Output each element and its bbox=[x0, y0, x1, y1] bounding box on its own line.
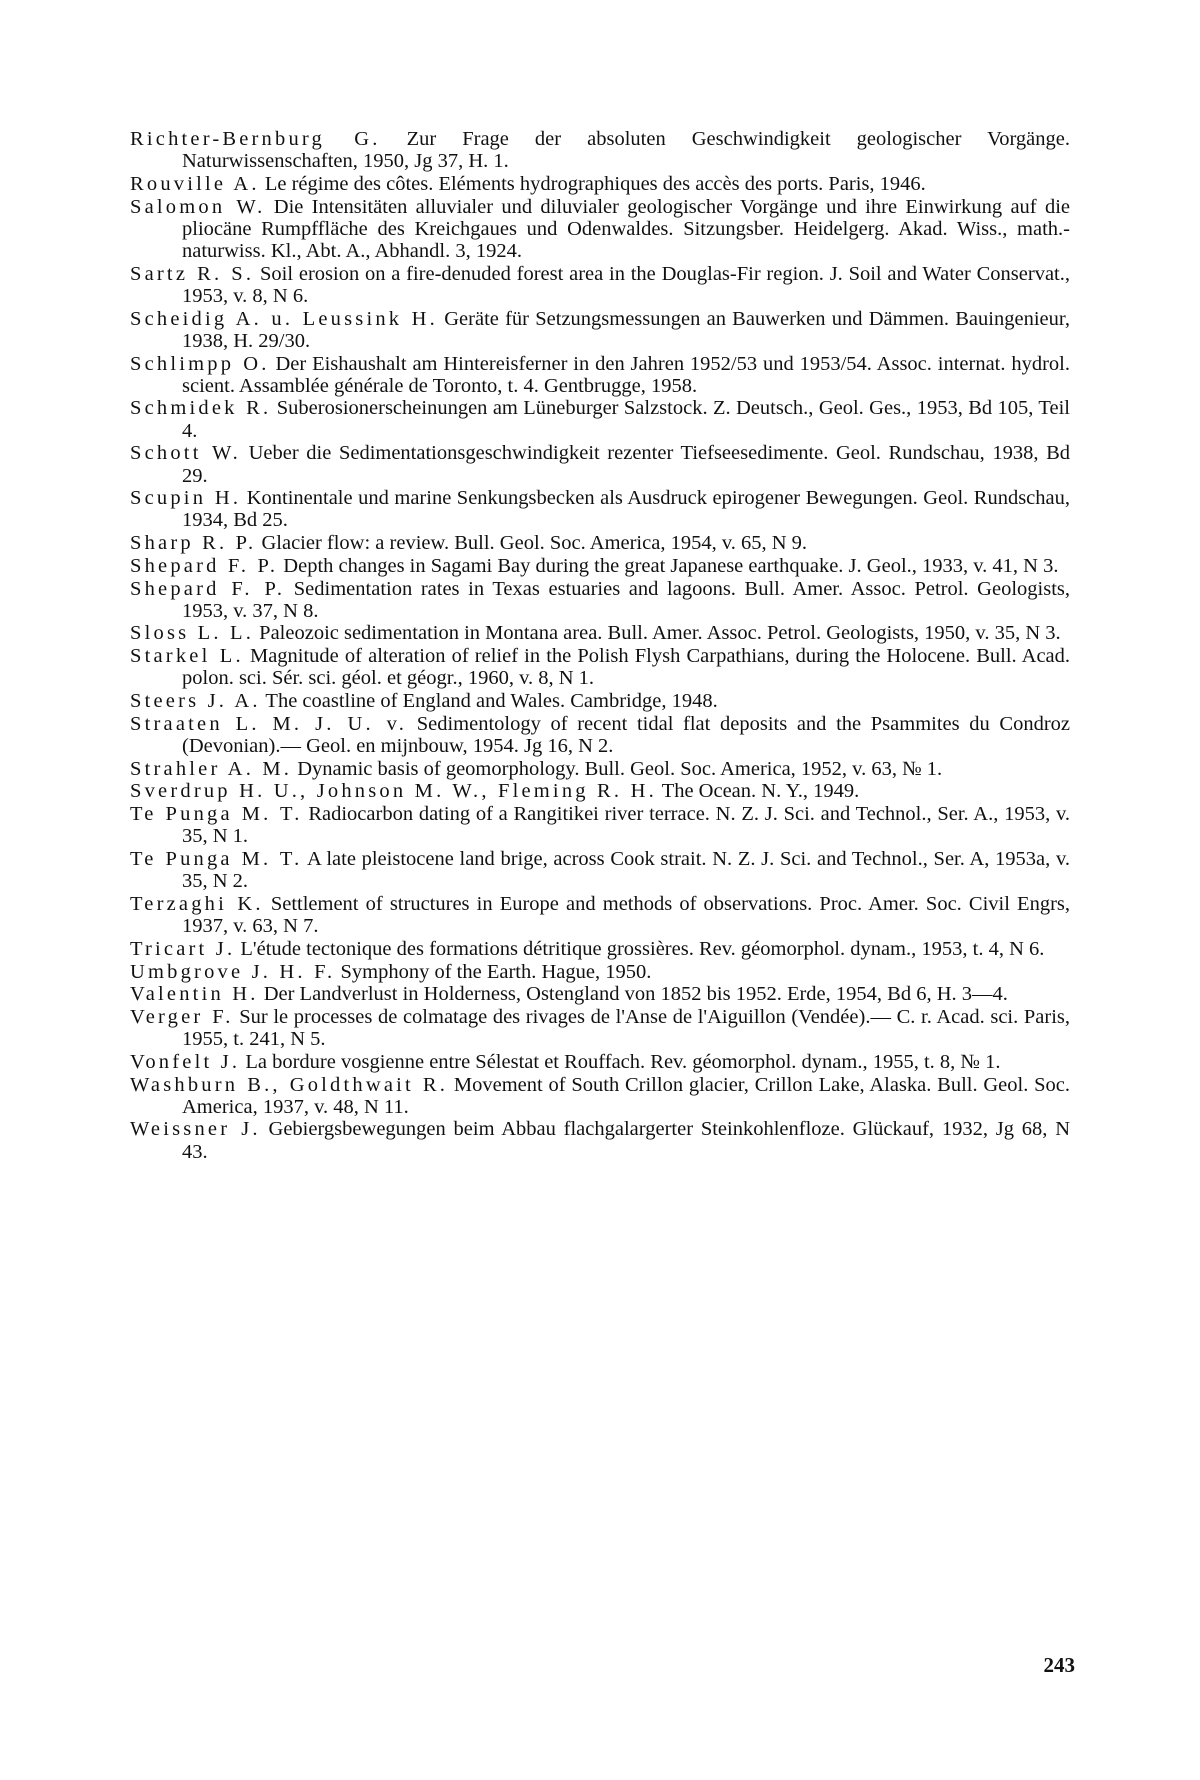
reference-text: Kontinentale und marine Senkungsbecken als Ausdruck epirogener Bewegungen. Geol. Rundschau, 1934, Bd 25. bbox=[182, 487, 1070, 532]
reference-text: Symphony of the Earth. Hague, 1950. bbox=[340, 960, 652, 983]
reference-author: Shepard F. P. bbox=[130, 577, 286, 600]
reference-text: Die Intensitäten alluvialer und diluvialer geologischer Vorgänge und ihre Einwirkung auf die pliocäne Rumpffläche des Kreichgaues und Odenwaldes. Sitzungsber. Heidelgerg. Akad. Wiss., math.-naturwiss. Kl., Abt. A., Abhandl. 3, 1924. bbox=[182, 195, 1070, 263]
reference-author: Washburn B., Goldthwait R. bbox=[130, 1073, 449, 1096]
reference-author: Valentin H. bbox=[130, 983, 259, 1006]
reference-entry bbox=[130, 353, 1070, 397]
reference-text: Suberosionerscheinungen am Lüneburger Salzstock. Z. Deutsch., Geol. Ges., 1953, Bd 105, Teil 4. bbox=[182, 397, 1070, 442]
reference-entry bbox=[130, 173, 1070, 195]
reference-author: Sverdrup H. U., Johnson M. W., Fleming R. H. bbox=[130, 780, 657, 803]
reference-entry bbox=[130, 263, 1070, 307]
reference-text: Ueber die Sedimentationsgeschwindigkeit rezenter Tiefseesedimente. Geol. Rundschau, 1938, Bd 29. bbox=[182, 442, 1071, 487]
reference-entry bbox=[130, 938, 1070, 960]
reference-entry bbox=[130, 128, 1070, 172]
reference-author: Scupin H. bbox=[130, 487, 242, 510]
reference-entry bbox=[130, 1006, 1070, 1050]
reference-author: Salomon W. bbox=[130, 195, 266, 218]
reference-author: Schmidek R. bbox=[130, 397, 272, 420]
reference-entry bbox=[130, 1051, 1070, 1073]
reference-author: Shepard F. P. bbox=[130, 554, 279, 577]
reference-author: Schott W. bbox=[130, 442, 242, 465]
reference-author: Sartz R. S. bbox=[130, 262, 255, 285]
reference-text: Zur Frage der absoluten Geschwindigkeit geologischer Vorgänge. Naturwissenschaften, 1950, Jg 37, H. 1. bbox=[182, 128, 1071, 173]
reference-author: Tricart J. bbox=[130, 937, 236, 960]
reference-author: Umbgrove J. H. F. bbox=[130, 960, 336, 983]
reference-text: Der Eishaushalt am Hintereisferner in den Jahren 1952/53 und 1953/54. Assoc. internat. hydrol. scient. Assamblée générale de Toronto, t. 4. Gentbrugge, 1958. bbox=[182, 352, 1071, 397]
reference-entry bbox=[130, 555, 1070, 577]
reference-entry bbox=[130, 442, 1070, 486]
reference-entry bbox=[130, 1074, 1070, 1118]
reference-text: La bordure vosgienne entre Sélestat et Rouffach. Rev. géomorphol. dynam., 1955, t. 8, № 1. bbox=[245, 1050, 1001, 1073]
reference-entry bbox=[130, 622, 1070, 644]
reference-text: Magnitude of alteration of relief in the Polish Flysh Carpathians, during the Holocene. Bull. Acad. polon. sci. Sér. sci. géol. et géogr., 1960, v. 8, N 1. bbox=[182, 645, 1071, 690]
reference-author: Strahler A. M. bbox=[130, 757, 293, 780]
reference-text: Radiocarbon dating of a Rangitikei river terrace. N. Z. J. Sci. and Technol., Ser. A., 1953, v. 35, N 1. bbox=[182, 803, 1070, 848]
reference-author: Richter-Bernburg G. bbox=[130, 128, 381, 150]
reference-entry bbox=[130, 532, 1070, 554]
reference-entry bbox=[130, 487, 1070, 531]
reference-entry bbox=[130, 713, 1070, 757]
reference-entry bbox=[130, 983, 1070, 1005]
reference-author: Sharp R. P. bbox=[130, 532, 257, 555]
reference-text: Sur le processes de colmatage des rivages de l'Anse de l'Aiguillon (Vendée).— C. r. Acad. sci. Paris, 1955, t. 241, N 5. bbox=[182, 1005, 1071, 1051]
reference-text: Soil erosion on a fire-denuded forest area in the Douglas-Fir region. J. Soil and Water Conservat., 1953, v. 8, N 6. bbox=[182, 262, 1071, 307]
reference-text: A late pleistocene land brige, across Cook strait. N. Z. J. Sci. and Technol., Ser. A, 1953a, v. 35, N 2. bbox=[182, 848, 1070, 893]
reference-text: Settlement of structures in Europe and methods of observations. Proc. Amer. Soc. Civil Engrs, 1937, v. 63, N 7. bbox=[182, 892, 1071, 938]
reference-text: Paleozoic sedimentation in Montana area. Bull. Amer. Assoc. Petrol. Geologists, 1950, v. 35, N 3. bbox=[259, 622, 1061, 645]
reference-entry bbox=[130, 803, 1070, 847]
reference-entry bbox=[130, 397, 1070, 441]
reference-text: Sedimentology of recent tidal flat deposits and the Psammites du Condroz (Devonian).— Geol. en mijnbouw, 1954. Jg 16, N 2. bbox=[182, 712, 1071, 757]
reference-entry bbox=[130, 196, 1070, 263]
reference-entry bbox=[130, 780, 1070, 802]
reference-entry bbox=[130, 578, 1070, 622]
reference-text: Glacier flow: a review. Bull. Geol. Soc. America, 1954, v. 65, N 9. bbox=[261, 532, 808, 555]
reference-text: Der Landverlust in Holderness, Ostengland von 1852 bis 1952. Erde, 1954, Bd 6, H. 3—4. bbox=[263, 983, 1008, 1006]
reference-author: Starkel L. bbox=[130, 645, 244, 668]
reference-author: Verger F. bbox=[130, 1005, 234, 1028]
reference-author: Sloss L. L. bbox=[130, 622, 255, 645]
reference-list bbox=[130, 128, 1070, 1163]
reference-author: Scheidig A. u. Leussink H. bbox=[130, 307, 439, 330]
reference-author: Steers J. A. bbox=[130, 690, 261, 713]
reference-author: Te Punga M. T. bbox=[130, 803, 303, 826]
reference-author: Vonfelt J. bbox=[130, 1050, 241, 1073]
reference-author: Weissner J. bbox=[130, 1118, 261, 1141]
reference-author: Rouville A. bbox=[130, 172, 260, 195]
reference-text: Geräte für Setzungsmessungen an Bauwerken und Dämmen. Bauingenieur, 1938, H. 29/30. bbox=[182, 307, 1070, 352]
reference-text: The coastline of England and Wales. Cambridge, 1948. bbox=[265, 690, 718, 713]
reference-entry bbox=[130, 645, 1070, 689]
reference-entry bbox=[130, 893, 1070, 937]
reference-entry bbox=[130, 848, 1070, 892]
reference-author: Te Punga M. T. bbox=[130, 848, 303, 870]
reference-text: L'étude tectonique des formations détritique grossières. Rev. géomorphol. dynam., 1953, t. 4, N 6. bbox=[240, 937, 1045, 960]
reference-text: Sedimentation rates in Texas estuaries and lagoons. Bull. Amer. Assoc. Petrol. Geologists, 1953, v. 37, N 8. bbox=[182, 577, 1070, 622]
reference-text: Dynamic basis of geomorphology. Bull. Geol. Soc. America, 1952, v. 63, № 1. bbox=[297, 757, 943, 780]
reference-entry bbox=[130, 308, 1070, 352]
reference-author: Terzaghi K. bbox=[130, 892, 264, 915]
reference-text: The Ocean. N. Y., 1949. bbox=[661, 780, 860, 803]
reference-text: Depth changes in Sagami Bay during the great Japanese earthquake. J. Geol., 1933, v. 41, N 3. bbox=[283, 554, 1059, 577]
reference-entry bbox=[130, 1118, 1070, 1162]
reference-author: Straaten L. M. J. U. v. bbox=[130, 712, 408, 735]
reference-entry bbox=[130, 961, 1070, 983]
reference-text: Gebiergsbewegungen beim Abbau flachgalargerter Steinkohlenfloze. Glückauf, 1932, Jg 68, N 43. bbox=[182, 1118, 1071, 1163]
reference-author: Schlimpp O. bbox=[130, 352, 270, 375]
reference-text: Movement of South Crillon glacier, Crillon Lake, Alaska. Bull. Geol. Soc. America, 1937, v. 48, N 11. bbox=[182, 1073, 1070, 1118]
page-number: 243 bbox=[1043, 1653, 1075, 1677]
reference-entry bbox=[130, 690, 1070, 712]
reference-entry bbox=[130, 758, 1070, 780]
reference-text: Le régime des côtes. Eléments hydrographiques des accès des ports. Paris, 1946. bbox=[264, 172, 926, 195]
